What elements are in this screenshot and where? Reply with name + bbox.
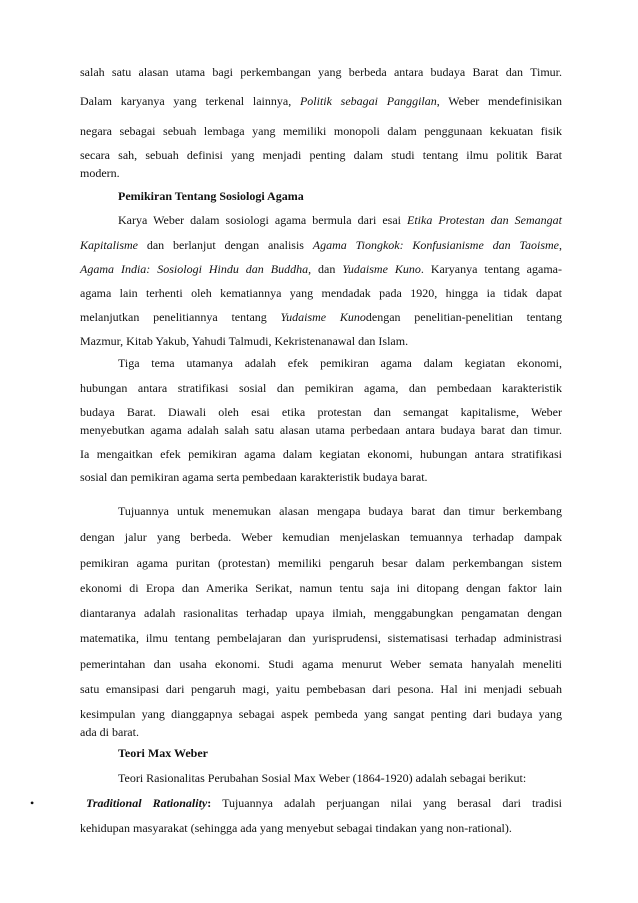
text-line: salah satu alasan utama bagi perkembangan yang berbeda antara budaya Barat dan Timur. — [80, 65, 562, 79]
text-line: satu emansipasi dari pengaruh magi, yaitu pembebasan dari pesona. Hal ini menjadi sebuah — [80, 682, 562, 696]
text-line: secara sah, sebuah definisi yang menjadi penting dalam studi tentang ilmu politik Barat — [80, 148, 562, 162]
text-line: Karya Weber dalam sosiologi agama bermula dari esai Etika Protestan dan Semangat — [118, 213, 562, 227]
text-line: diantaranya adalah rasionalitas terhadap upaya ilmiah, menggabungkan pengamatan dengan — [80, 606, 562, 620]
text-line: negara sebagai sebuah lembaga yang memiliki monopoli dalam penggunaan kekuatan fisik — [80, 124, 562, 138]
text-line: Agama India: Sosiologi Hindu dan Buddha, dan Yudaisme Kuno. Karyanya tentang agama- — [80, 262, 562, 276]
italic-title: Politik sebagai Panggilan — [299, 94, 437, 108]
bullet-term: Traditional Rationality — [86, 796, 208, 810]
text-line: ekonomi di Eropa dan Amerika Serikat, namun tentu saja ini ditopang dengan faktor lain — [80, 581, 562, 595]
text-line: Dalam karyanya yang terkenal lainnya, Politik sebagai Panggilan, Weber mendefinisikan — [80, 94, 563, 108]
text-line: ada di barat. — [80, 725, 139, 739]
text-line: pemerintahan dan usaha ekonomi. Studi agama menurut Weber semata hanyalah meneliti — [80, 657, 562, 671]
text-line: Ia mengaitkan efek pemikiran agama dalam kegiatan ekonomi, hubungan antara stratifikasi — [80, 447, 562, 461]
text-line: hubungan antara stratifikasi sosial dan pemikiran agama, dan pembedaan karakteristik — [80, 381, 562, 395]
text-line: pemikiran agama puritan (protestan) memiliki pengaruh besar dalam perkembangan sistem — [80, 556, 562, 570]
text-line: sosial dan pemikiran agama serta pembedaan karakteristik budaya barat. — [80, 470, 428, 484]
text-line: melanjutkan penelitiannya tentang Yudaisme Kunodengan penelitian-penelitian tentang — [80, 310, 562, 324]
section-heading: Pemikiran Tentang Sosiologi Agama — [118, 189, 304, 203]
bullet-item-line: Traditional Rationality: Tujuannya adalah perjuangan nilai yang berasal dari tradisi — [86, 796, 562, 810]
text-line: menyebutkan agama adalah salah satu alasan utama perbedaan antara budaya barat dan timur. — [80, 423, 562, 437]
text-line: Tujuannya untuk menemukan alasan mengapa budaya barat dan timur berkembang — [118, 504, 562, 518]
text-line: matematika, ilmu tentang pembelajaran dan yurisprudensi, sistematisasi terhadap administrasi — [80, 631, 562, 645]
text-line: agama lain terhenti oleh kematiannya yang mendadak pada 1920, hingga ia tidak dapat — [80, 286, 562, 300]
bullet-icon: • — [30, 796, 35, 810]
text-line: dengan jalur yang berbeda. Weber kemudian menjelaskan temuannya terhadap dampak — [80, 530, 562, 544]
text-line: budaya Barat. Diawali oleh esai etika protestan dan semangat kapitalisme, Weber — [80, 405, 562, 419]
section-heading: Teori Max Weber — [118, 746, 208, 760]
text-line: Tiga tema utamanya adalah efek pemikiran agama dalam kegiatan ekonomi, — [118, 356, 562, 370]
text-line: Teori Rasionalitas Perubahan Sosial Max Weber (1864-1920) adalah sebagai berikut: — [118, 771, 527, 785]
text-line: kesimpulan yang dianggapnya sebagai aspek pembeda yang sangat penting dari budaya yang — [80, 707, 562, 721]
text-line: modern. — [80, 166, 120, 180]
text-line: Kapitalisme dan berlanjut dengan analisis Agama Tiongkok: Konfusianisme dan Taoisme, — [80, 238, 562, 252]
bullet-item-line: kehidupan masyarakat (sehingga ada yang menyebut sebagai tindakan yang non-rational). — [80, 821, 512, 835]
text-line: Mazmur, Kitab Yakub, Yahudi Talmudi, Kekristenanawal dan Islam. — [80, 334, 409, 348]
